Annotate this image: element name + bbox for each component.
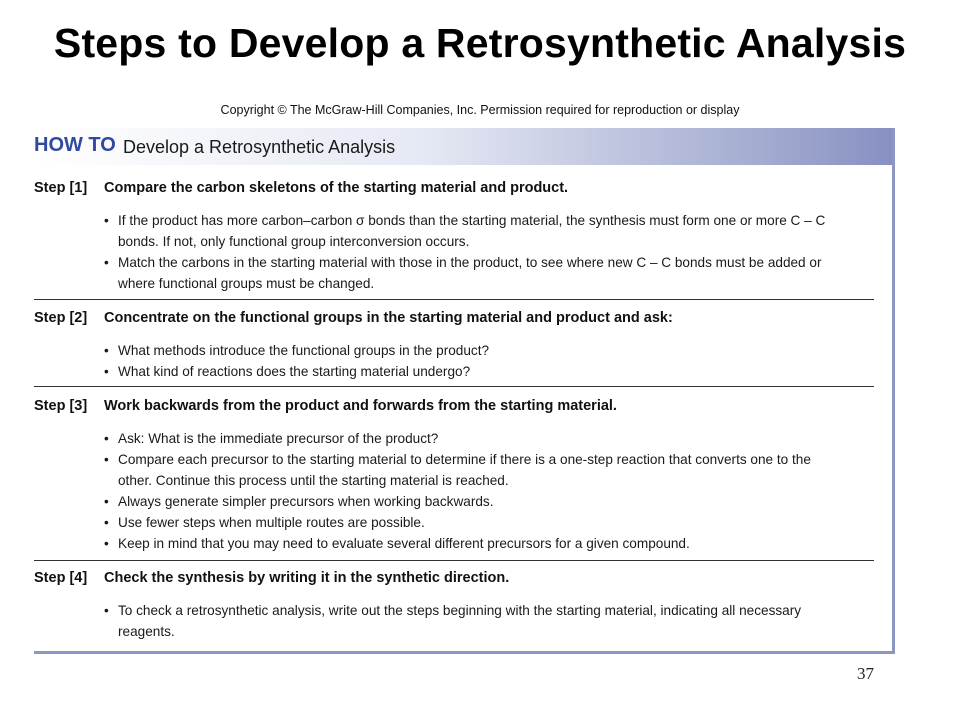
bullet-line: Use fewer steps when multiple routes are possible.: [118, 515, 425, 530]
bullet-item: [104, 428, 874, 449]
step-label: Step [3]: [34, 398, 88, 414]
page-number: 37: [857, 664, 874, 683]
bullet-line: Keep in mind that you may need to evaluate several different precursors for a given compound.: [118, 536, 690, 551]
bullet-line: To check a retrosynthetic analysis, write out the steps beginning with the starting material, indicating all necessary: [118, 603, 802, 618]
bullet-line: other. Continue this process until the starting material is reached.: [118, 473, 509, 488]
bullet-item: [104, 361, 874, 382]
how-to-header: [34, 128, 892, 165]
bullet-item: [104, 600, 874, 642]
how-to-box: [34, 128, 895, 654]
bullet-item: [104, 340, 874, 361]
step-label: Step [1]: [34, 180, 88, 196]
bullet-line: reagents.: [118, 624, 175, 639]
step-heading: Work backwards from the product and forwards from the starting material.: [104, 398, 617, 414]
bullet-item: [104, 533, 874, 554]
step-divider: [34, 560, 874, 561]
step-divider: [34, 299, 874, 300]
slide-title: Steps to Develop a Retrosynthetic Analysis: [53, 20, 907, 66]
step-bullets: [104, 428, 874, 554]
step-heading: Concentrate on the functional groups in the starting material and product and ask:: [104, 310, 673, 326]
step-bullets: [104, 340, 874, 382]
bullet-line: bonds. If not, only functional group interconversion occurs.: [118, 234, 470, 249]
bullet-item: [104, 491, 874, 512]
step-heading: Check the synthesis by writing it in the synthetic direction.: [104, 570, 510, 586]
bullet-line: Compare each precursor to the starting material to determine if there is a one-step reaction that converts one to the: [118, 452, 811, 467]
bullet-line: If the product has more carbon–carbon σ bonds than the starting material, the synthesis must form one or more C – C: [118, 213, 826, 228]
step-label: Step [4]: [34, 570, 88, 586]
bullet-line: where functional groups must be changed.: [118, 276, 375, 291]
copyright-notice: Copyright © The McGraw-Hill Companies, Inc. Permission required for reproduction or display: [220, 103, 740, 117]
bullet-line: Ask: What is the immediate precursor of the product?: [118, 431, 439, 446]
bullet-line: What methods introduce the functional groups in the product?: [118, 343, 490, 358]
step-divider: [34, 386, 874, 387]
how-to-title: Develop a Retrosynthetic Analysis: [123, 137, 396, 157]
step-bullets: [104, 600, 874, 642]
bullet-line: Match the carbons in the starting material with those in the product, to see where new C – C bonds must be added or: [118, 255, 822, 270]
bullet-item: [104, 449, 874, 491]
step-label: Step [2]: [34, 310, 88, 326]
bullet-item: [104, 252, 874, 294]
bullet-line: Always generate simpler precursors when working backwards.: [118, 494, 494, 509]
bullet-item: [104, 210, 874, 252]
step-bullets: [104, 210, 874, 294]
bullet-line: What kind of reactions does the starting material undergo?: [118, 364, 471, 379]
how-to-label: HOW TO: [34, 134, 116, 156]
step-heading: Compare the carbon skeletons of the starting material and product.: [104, 180, 569, 196]
bullet-item: [104, 512, 874, 533]
